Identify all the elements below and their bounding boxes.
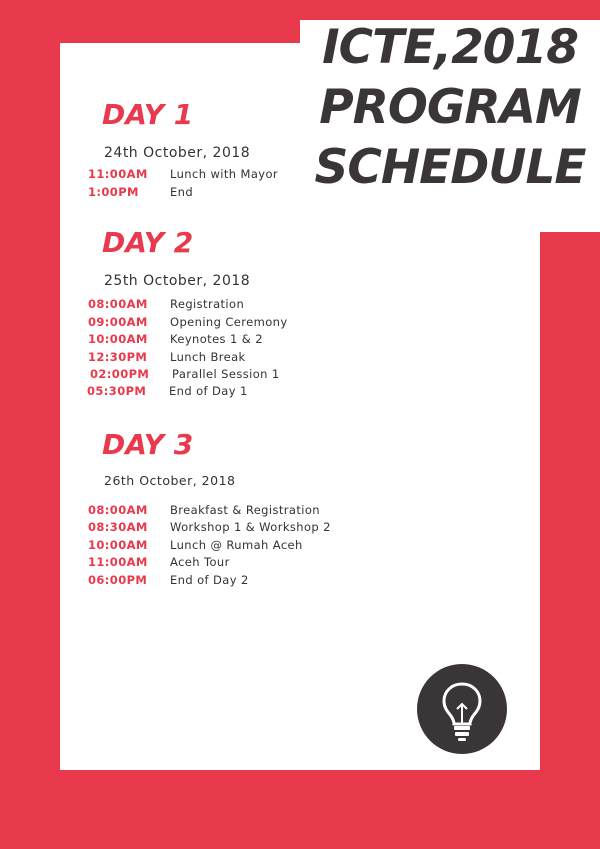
schedule-row — [88, 503, 320, 517]
schedule-row — [88, 332, 263, 346]
schedule-time: 05:30PM — [87, 384, 147, 398]
schedule-time: 10:00AM — [88, 538, 148, 552]
schedule-event: Lunch @ Rumah Aceh — [170, 538, 303, 552]
lightbulb-icon — [417, 664, 507, 754]
schedule-event: End — [170, 185, 194, 199]
schedule-time: 11:00AM — [88, 555, 148, 569]
schedule-event: End of Day 2 — [170, 573, 249, 587]
day-3-date: 26th October, 2018 — [104, 473, 236, 488]
schedule-event: Lunch with Mayor — [170, 167, 279, 181]
schedule-time: 08:00AM — [88, 297, 148, 311]
schedule-row — [88, 538, 303, 552]
schedule-time: 10:00AM — [88, 332, 148, 346]
schedule-row — [88, 573, 249, 587]
schedule-event: Opening Ceremony — [170, 315, 288, 329]
schedule-time: 08:30AM — [88, 520, 148, 534]
schedule-row — [90, 367, 280, 381]
schedule-row — [88, 520, 331, 534]
schedule-time: 12:30PM — [88, 350, 148, 364]
schedule-event: Lunch Break — [170, 350, 246, 364]
schedule-event: Aceh Tour — [170, 555, 230, 569]
page-title — [300, 18, 600, 198]
schedule-row — [88, 350, 246, 364]
schedule-time: 11:00AM — [88, 167, 148, 181]
title-line-3: SCHEDULE — [314, 140, 586, 195]
schedule-event: Breakfast & Registration — [170, 503, 320, 517]
day-1-heading: DAY 1 — [102, 98, 194, 131]
schedule-row — [87, 384, 248, 398]
schedule-time: 02:00PM — [90, 367, 150, 381]
schedule-row — [88, 555, 230, 569]
schedule-time: 08:00AM — [88, 503, 148, 517]
title-line-2: PROGRAM — [319, 80, 581, 135]
schedule-event: Workshop 1 & Workshop 2 — [170, 520, 331, 534]
schedule-event: End of Day 1 — [169, 384, 248, 398]
day-1-date: 24th October, 2018 — [104, 145, 251, 161]
schedule-row — [88, 297, 244, 311]
schedule-row — [88, 185, 193, 199]
day-2-heading: DAY 2 — [102, 226, 194, 259]
schedule-time: 1:00PM — [88, 185, 139, 199]
schedule-event: Registration — [170, 297, 245, 311]
day-3-heading: DAY 3 — [102, 428, 194, 461]
schedule-row — [88, 167, 278, 181]
schedule-event: Parallel Session 1 — [172, 367, 280, 381]
day-2-date: 25th October, 2018 — [104, 273, 251, 289]
schedule-event: Keynotes 1 & 2 — [170, 332, 263, 346]
schedule-row — [88, 315, 288, 329]
schedule-time: 06:00PM — [88, 573, 148, 587]
title-line-1: ICTE,2018 — [322, 20, 578, 75]
schedule-time: 09:00AM — [88, 315, 148, 329]
